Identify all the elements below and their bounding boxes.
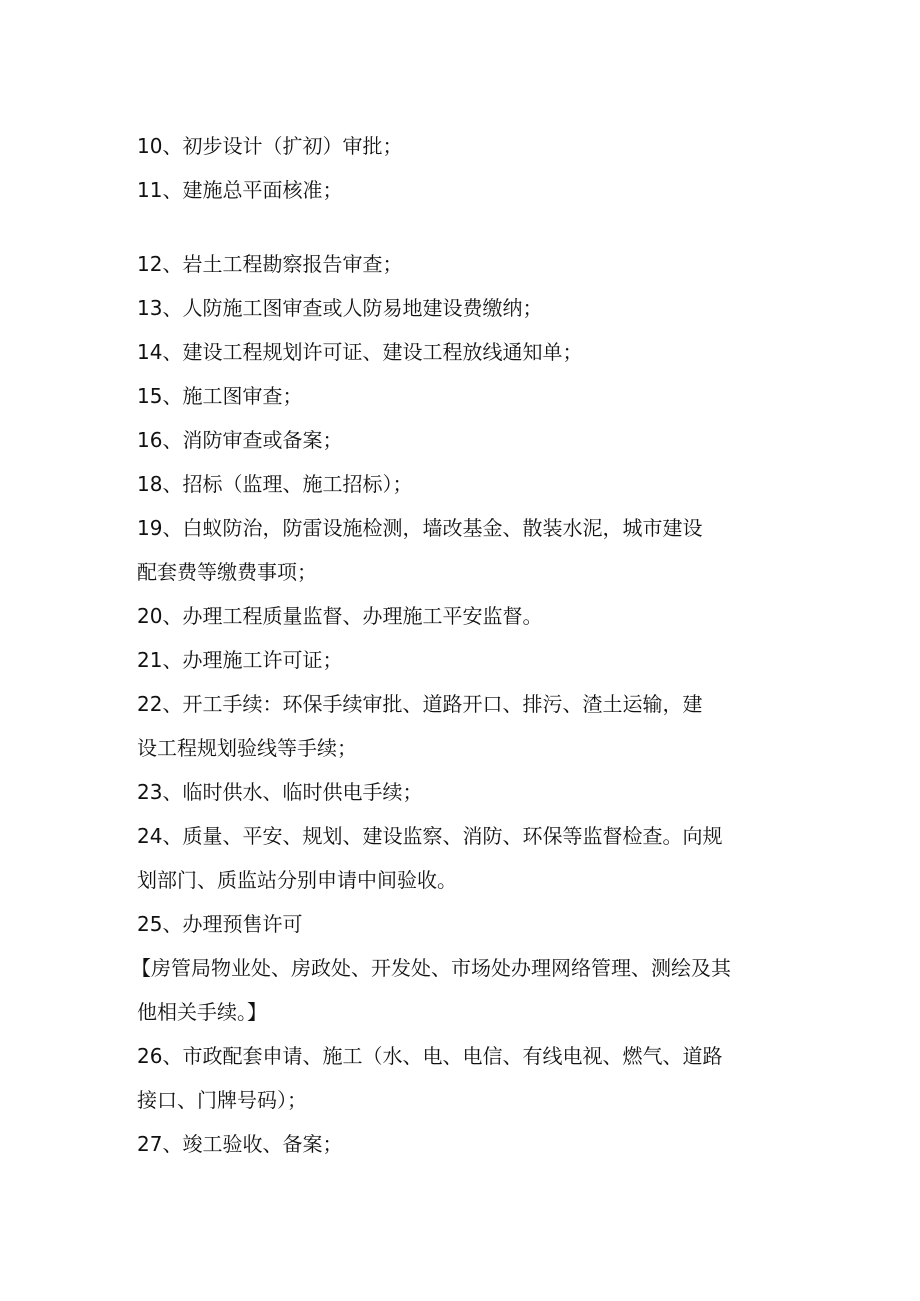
list-item-27: 27、竣工验收、备案； (137, 1132, 343, 1156)
list-item-14: 14、建设工程规划许可证、建设工程放线通知单； (137, 340, 583, 364)
list-item-19: 19、白蚁防治，防雷设施检测，墙改基金、散装水泥，城市建设 (137, 516, 703, 540)
list-item-20: 20、办理工程质量监督、办理施工平安监督。 (137, 604, 543, 628)
list-item-22: 22、开工手续：环保手续审批、道路开口、排污、渣土运输，建 (137, 692, 703, 716)
list-item-26-continued: 接口、门牌号码）； (137, 1088, 307, 1112)
list-item-24: 24、质量、平安、规划、建设监察、消防、环保等监督检查。向规 (137, 824, 723, 848)
list-item-23: 23、临时供水、临时供电手续； (137, 780, 423, 804)
list-item-10: 10、初步设计（扩初）审批； (137, 134, 403, 158)
list-item-19-continued: 配套费等缴费事项； (137, 560, 317, 584)
list-note-housing-bureau: 【房管局物业处、房政处、开发处、市场处办理网络管理、测绘及其 (131, 956, 731, 980)
list-item-26: 26、市政配套申请、施工（水、电、电信、有线电视、燃气、道路 (137, 1044, 723, 1068)
list-item-22-continued: 设工程规划验线等手续； (137, 736, 357, 760)
list-item-24-continued: 划部门、质监站分别申请中间验收。 (137, 868, 457, 892)
list-item-11: 11、建施总平面核准； (137, 178, 343, 202)
list-note-housing-bureau-continued: 他相关手续。】 (137, 1000, 267, 1024)
list-item-13: 13、人防施工图审查或人防易地建设费缴纳； (137, 296, 543, 320)
list-item-21: 21、办理施工许可证； (137, 648, 343, 672)
list-item-12: 12、岩土工程勘察报告审查； (137, 252, 403, 276)
list-item-16: 16、消防审查或备案； (137, 428, 343, 452)
procedure-list (131, 124, 797, 1166)
list-item-18: 18、招标（监理、施工招标）； (137, 472, 413, 496)
list-item-15: 15、施工图审查； (137, 384, 303, 408)
list-item-25: 25、办理预售许可 (137, 912, 303, 936)
